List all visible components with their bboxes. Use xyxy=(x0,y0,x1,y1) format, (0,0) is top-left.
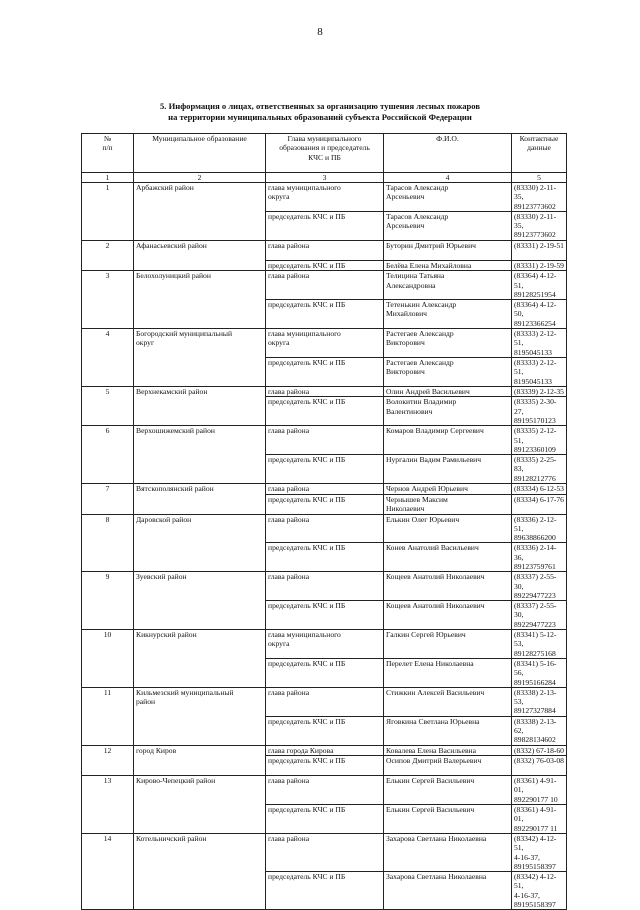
row-number: 10 xyxy=(82,630,134,688)
table-row xyxy=(82,240,567,260)
official-position: глава района xyxy=(266,386,384,397)
person-name: Волокитин Владимир Валентинович xyxy=(384,397,512,426)
official-position: председатель КЧС и ПБ xyxy=(266,601,384,630)
column-index: 3 xyxy=(266,173,384,183)
municipality-name: Верхнекамский район xyxy=(134,386,266,425)
contact-details: (83336) 2-12-51, 89638866200 xyxy=(512,514,567,543)
row-number: 13 xyxy=(82,776,134,834)
column-index: 5 xyxy=(512,173,567,183)
municipality-name: Арбажский район xyxy=(134,183,266,241)
person-name: Яговкина Светлана Юрьевна xyxy=(384,716,512,745)
header-text: № п/п xyxy=(102,134,113,153)
row-number: 5 xyxy=(82,386,134,425)
municipality-name: Кирово-Чепецкий район xyxy=(134,776,266,834)
page-number: 8 xyxy=(317,26,323,38)
official-position: председатель КЧС и ПБ xyxy=(266,300,384,329)
person-name: Стижкин Алексей Васильевич xyxy=(384,687,512,716)
person-name: Чернов Андрей Юрьевич xyxy=(384,484,512,495)
row-number: 14 xyxy=(82,833,134,909)
municipality-name: Кикнурский район xyxy=(134,630,266,688)
column-header-name xyxy=(384,134,512,173)
person-name: Галкин Сергей Юрьевич xyxy=(384,630,512,659)
contact-details: (83336) 2-14-36, 89123759761 xyxy=(512,543,567,572)
person-name: Конев Анатолий Васильевич xyxy=(384,543,512,572)
contact-details: (83337) 2-55-30, 89229477223 xyxy=(512,601,567,630)
row-number: 3 xyxy=(82,271,134,329)
contact-details: (83342) 4-12-51, 4-16-37, 89195158397 xyxy=(512,872,567,910)
person-name: Нургалин Вадим Рамильевич xyxy=(384,455,512,484)
official-position: председатель КЧС и ПБ xyxy=(266,756,384,776)
contact-details: (83341) 5-16-56, 89195166284 xyxy=(512,658,567,687)
contact-details: (83330) 2-11-35, 89123773602 xyxy=(512,183,567,212)
row-number: 6 xyxy=(82,426,134,484)
contact-details: (83330) 2-11-35, 89123773602 xyxy=(512,211,567,240)
table-header-row xyxy=(82,134,567,173)
table-row xyxy=(82,329,567,358)
person-name: Ковалева Елена Васильевна xyxy=(384,745,512,756)
column-header-position xyxy=(266,134,384,173)
contact-details: (83335) 2-30-27, 89195170123 xyxy=(512,397,567,426)
section-heading-line-1: 5. Информация о лицах, ответственных за организацию тушения лесных пожаров xyxy=(159,101,481,111)
table-row xyxy=(82,271,567,300)
official-position: глава района xyxy=(266,776,384,805)
contact-details: (83337) 2-55-30, 89229477223 xyxy=(512,572,567,601)
header-text: Контактные данные xyxy=(519,134,559,153)
municipality-name: Вятскополянский район xyxy=(134,484,266,515)
contact-details: (83338) 2-13-62, 89828134602 xyxy=(512,716,567,745)
person-name: Перелет Елена Николаевна xyxy=(384,658,512,687)
municipality-name: Афанасьевский район xyxy=(134,240,266,271)
person-name: Тарасов Александр Арсеньевич xyxy=(384,211,512,240)
person-name: Растегаев Александр Викторович xyxy=(384,357,512,386)
municipality-name: Кильмезский муниципальный район xyxy=(134,687,266,745)
person-name: Елькин Олег Юрьевич xyxy=(384,514,512,543)
row-number: 9 xyxy=(82,572,134,630)
person-name: Тарасов Александр Арсеньевич xyxy=(384,183,512,212)
contact-details: (83342) 4-12-51, 4-16-37, 89195158397 xyxy=(512,833,567,871)
table-row xyxy=(82,776,567,805)
table-row xyxy=(82,484,567,495)
municipality-name: Зуевский район xyxy=(134,572,266,630)
person-name: Растегаев Александр Викторович xyxy=(384,329,512,358)
row-number: 8 xyxy=(82,514,134,572)
official-position: председатель КЧС и ПБ xyxy=(266,260,384,271)
municipality-name: Даровской район xyxy=(134,514,266,572)
official-position: председатель КЧС и ПБ xyxy=(266,658,384,687)
header-text: Муниципальное образование xyxy=(152,134,247,143)
contact-details: (83339) 2-12-35 xyxy=(512,386,567,397)
contact-details: (83341) 5-12-53, 89128275168 xyxy=(512,630,567,659)
person-name: Телицина Татьяна Александровна xyxy=(384,271,512,300)
person-name: Захарова Светлана Николаевна xyxy=(384,833,512,871)
municipality-name: Котельничский район xyxy=(134,833,266,909)
official-position: председатель КЧС и ПБ xyxy=(266,211,384,240)
person-name: Тетенькин Александр Михайлович xyxy=(384,300,512,329)
official-position: председатель КЧС и ПБ xyxy=(266,494,384,514)
official-position: председатель КЧС и ПБ xyxy=(266,357,384,386)
header-text: Ф.И.О. xyxy=(436,134,459,143)
official-position: председатель КЧС и ПБ xyxy=(266,805,384,834)
section-heading xyxy=(60,101,580,123)
person-name: Чернышев Максим Николаевич xyxy=(384,494,512,514)
official-position: председатель КЧС и ПБ xyxy=(266,397,384,426)
column-index: 1 xyxy=(82,173,134,183)
row-number: 12 xyxy=(82,745,134,776)
row-number: 1 xyxy=(82,183,134,241)
official-position: глава района xyxy=(266,833,384,871)
responsible-persons-table xyxy=(81,133,567,910)
contact-details: (83333) 2-12-51, 8195045133 xyxy=(512,329,567,358)
official-position: глава района xyxy=(266,426,384,455)
contact-details: (83338) 2-13-53, 89127327884 xyxy=(512,687,567,716)
official-position: глава района xyxy=(266,240,384,260)
person-name: Белёва Елена Михайловна xyxy=(384,260,512,271)
contact-details: (83334) 6-17-76 xyxy=(512,494,567,514)
contact-details: (83331) 2-19-59 xyxy=(512,260,567,271)
contact-details: (83361) 4-91-01, 892290177 10 xyxy=(512,776,567,805)
official-position: председатель КЧС и ПБ xyxy=(266,872,384,910)
contact-details: (83333) 2-12-51, 8195045133 xyxy=(512,357,567,386)
row-number: 4 xyxy=(82,329,134,387)
table-index-row xyxy=(82,173,567,183)
person-name: Осипов Дмитрий Валерьевич xyxy=(384,756,512,776)
official-position: председатель КЧС и ПБ xyxy=(266,455,384,484)
table-row xyxy=(82,572,567,601)
table-row xyxy=(82,386,567,397)
row-number: 2 xyxy=(82,240,134,271)
contact-details: (83334) 6-12-53 xyxy=(512,484,567,495)
contact-details: (83331) 2-19-51 xyxy=(512,240,567,260)
official-position: глава муниципального округа xyxy=(266,183,384,212)
contact-details: (83335) 2-12-51, 89123360109 xyxy=(512,426,567,455)
table-row xyxy=(82,514,567,543)
contact-details: (83335) 2-25-83, 89128212776 xyxy=(512,455,567,484)
municipality-name: Белохолуницкий район xyxy=(134,271,266,329)
contact-details: (8332) 67-18-60 xyxy=(512,745,567,756)
table-body xyxy=(82,183,567,910)
official-position: глава района xyxy=(266,484,384,495)
person-name: Буторин Дмитрий Юрьевич xyxy=(384,240,512,260)
official-position: глава муниципального округа xyxy=(266,630,384,659)
person-name: Олин Андрей Васильевич xyxy=(384,386,512,397)
official-position: глава муниципального округа xyxy=(266,329,384,358)
municipality-name: Богородский муниципальный округ xyxy=(134,329,266,387)
person-name: Елькин Сергей Васильевич xyxy=(384,776,512,805)
person-name: Елькин Сергей Васильевич xyxy=(384,805,512,834)
person-name: Кощеев Анатолий Николаевич xyxy=(384,601,512,630)
municipality-name: Верхошижемский район xyxy=(134,426,266,484)
official-position: глава района xyxy=(266,687,384,716)
table-row xyxy=(82,183,567,212)
column-header-number xyxy=(82,134,134,173)
person-name: Захарова Светлана Николаевна xyxy=(384,872,512,910)
column-header-municipality xyxy=(134,134,266,173)
column-index: 4 xyxy=(384,173,512,183)
official-position: глава района xyxy=(266,271,384,300)
table-row xyxy=(82,630,567,659)
contact-details: (83361) 4-91-01, 892290177 11 xyxy=(512,805,567,834)
table-row xyxy=(82,745,567,756)
official-position: глава района xyxy=(266,572,384,601)
column-index: 2 xyxy=(134,173,266,183)
section-heading-line-2: на территории муниципальных образований субъекта Российской Федерации xyxy=(168,112,472,122)
official-position: председатель КЧС и ПБ xyxy=(266,543,384,572)
header-text: Глава муниципального образования и председатель КЧС и ПБ xyxy=(279,134,370,162)
contact-details: (83364) 4-12-50, 89123366254 xyxy=(512,300,567,329)
official-position: глава города Кирова xyxy=(266,745,384,756)
person-name: Комаров Владимир Сергеевич xyxy=(384,426,512,455)
contact-details: (8332) 76-03-08 xyxy=(512,756,567,776)
row-number: 11 xyxy=(82,687,134,745)
municipality-name: город Киров xyxy=(134,745,266,776)
official-position: председатель КЧС и ПБ xyxy=(266,716,384,745)
row-number: 7 xyxy=(82,484,134,515)
table-row xyxy=(82,426,567,455)
person-name: Кощеев Анатолий Николаевич xyxy=(384,572,512,601)
table-row xyxy=(82,687,567,716)
contact-details: (83364) 4-12-51, 89128251954 xyxy=(512,271,567,300)
column-header-contact xyxy=(512,134,567,173)
table-row xyxy=(82,833,567,871)
official-position: глава района xyxy=(266,514,384,543)
